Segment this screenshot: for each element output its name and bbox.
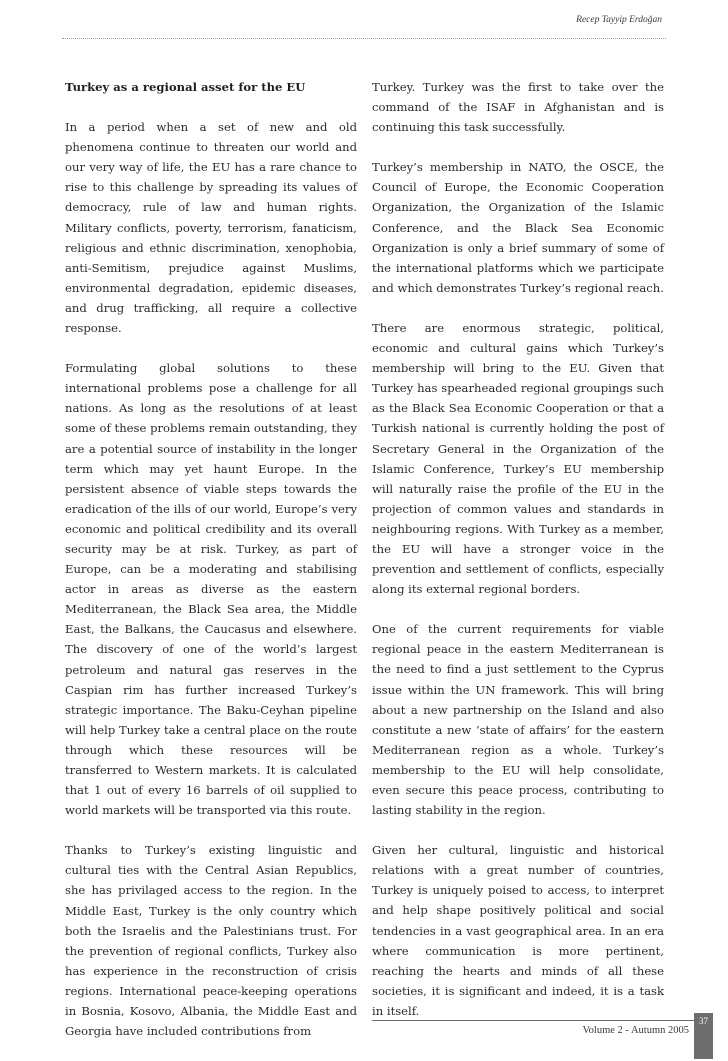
paragraph: Formulating global solutions to these international problems pose a challenge for all nations. As long as the resolutions of at least some of these problems remain outstanding, they are a potential source of instability in the longer term which may yet haunt Europe. In the persistent absence of viable steps towards the eradication of the ills of our world, Europe’s very economic and political credibility and its overall security may be at risk. Turkey, as part of Europe, can be a moderating and stabilising actor in areas as diverse as the eastern Mediterranean, the Black Sea area, the Middle East, the Balkans, the Caucasus and elsewhere. The discovery of one of the world’s largest petroleum and natural gas reserves in the Caspian rim has further increased Turkey’s strategic importance. The Baku-Ceyhan pipeline will help Turkey take a central place on the route through which these resources will be transferred to Western markets. It is calculated that 1 out of every 16 barrels of oil supplied to world markets will be transported via this route.	[65, 361, 357, 818]
paragraph: One of the current requirements for viable regional peace in the eastern Mediterranean is the need to find a just settlement to the Cyprus issue within the UN framework. This will bring about a new partnership on the Island and also constitute a new ‘state of affairs’ for the eastern Mediterranean region as a whole. Turkey’s membership to the EU will help consolidate, even secure this peace process, contributing to lasting stability in the region.	[372, 622, 664, 818]
paragraph: Thanks to Turkey’s existing linguistic and cultural ties with the Central Asian Republics, she has privilaged access to the region. In the Middle East, Turkey is the only country which both the Israelis and the Palestinians trust. For the prevention of regional conflicts, Turkey also has experience in the reconstruction of crisis regions. International peace-keeping operations in Bosnia, Kosovo, Albania, the Middle East and Georgia have included contributions from	[65, 843, 357, 1039]
paragraph: There are enormous strategic, political, economic and cultural gains which Turkey’s membership will bring to the EU. Given that Turkey has spearheaded regional groupings such as the Black Sea Economic Cooperation or that a Turkish national is currently holding the post of Secretary General in the Organization of the Islamic Conference, Turkey’s EU membership will naturally raise the profile of the EU in the projection of common values and standards in neighbouring regions. With Turkey as a member, the EU will have a stronger voice in the prevention and settlement of conflicts, especially along its external regional borders.	[372, 320, 664, 597]
paragraph: Turkey. Turkey was the first to take over the command of the ISAF in Afghanistan and is continuing this task successfully.	[372, 80, 664, 135]
paragraph: Given her cultural, linguistic and historical relations with a great number of countries, Turkey is uniquely poised to access, to interpret and help shape positively political and social tendencies in a vast geographical area. In an era where communication is more pertinent, reaching the hearts and minds of all these societies, it is significant and indeed, it is a task in itself.	[372, 843, 664, 1018]
paragraph: In a period when a set of new and old phenomena continue to threaten our world and our very way of life, the EU has a rare chance to rise to this challenge by spreading its values of democracy, rule of law and human rights. Military conflicts, poverty, terrorism, fanaticism, religious and ethnic discrimination, xenophobia, anti-Semitism, prejudice against Muslims, environmental degradation, epidemic diseases, and drug trafficking, all require a collective response.	[65, 120, 357, 336]
left-column	[65, 77, 357, 1061]
right-column	[372, 77, 664, 1041]
section-heading: Turkey as a regional asset for the EU	[65, 80, 306, 94]
footer-volume: Volume 2 - Autumn 2005	[582, 1025, 689, 1036]
running-head-author: Recep Tayyip Erdoğan	[576, 15, 662, 25]
paragraph: Turkey’s membership in NATO, the OSCE, the Council of Europe, the Economic Cooperation Organization, the Organization of the Islamic Conference, and the Black Sea Economic Organization is only a brief summary of some of the international platforms which we participate and which demonstrates Turkey’s regional reach.	[372, 160, 664, 295]
header-divider	[62, 38, 666, 39]
page-number-tab: 37	[694, 1013, 713, 1059]
footer-divider	[372, 1020, 694, 1021]
